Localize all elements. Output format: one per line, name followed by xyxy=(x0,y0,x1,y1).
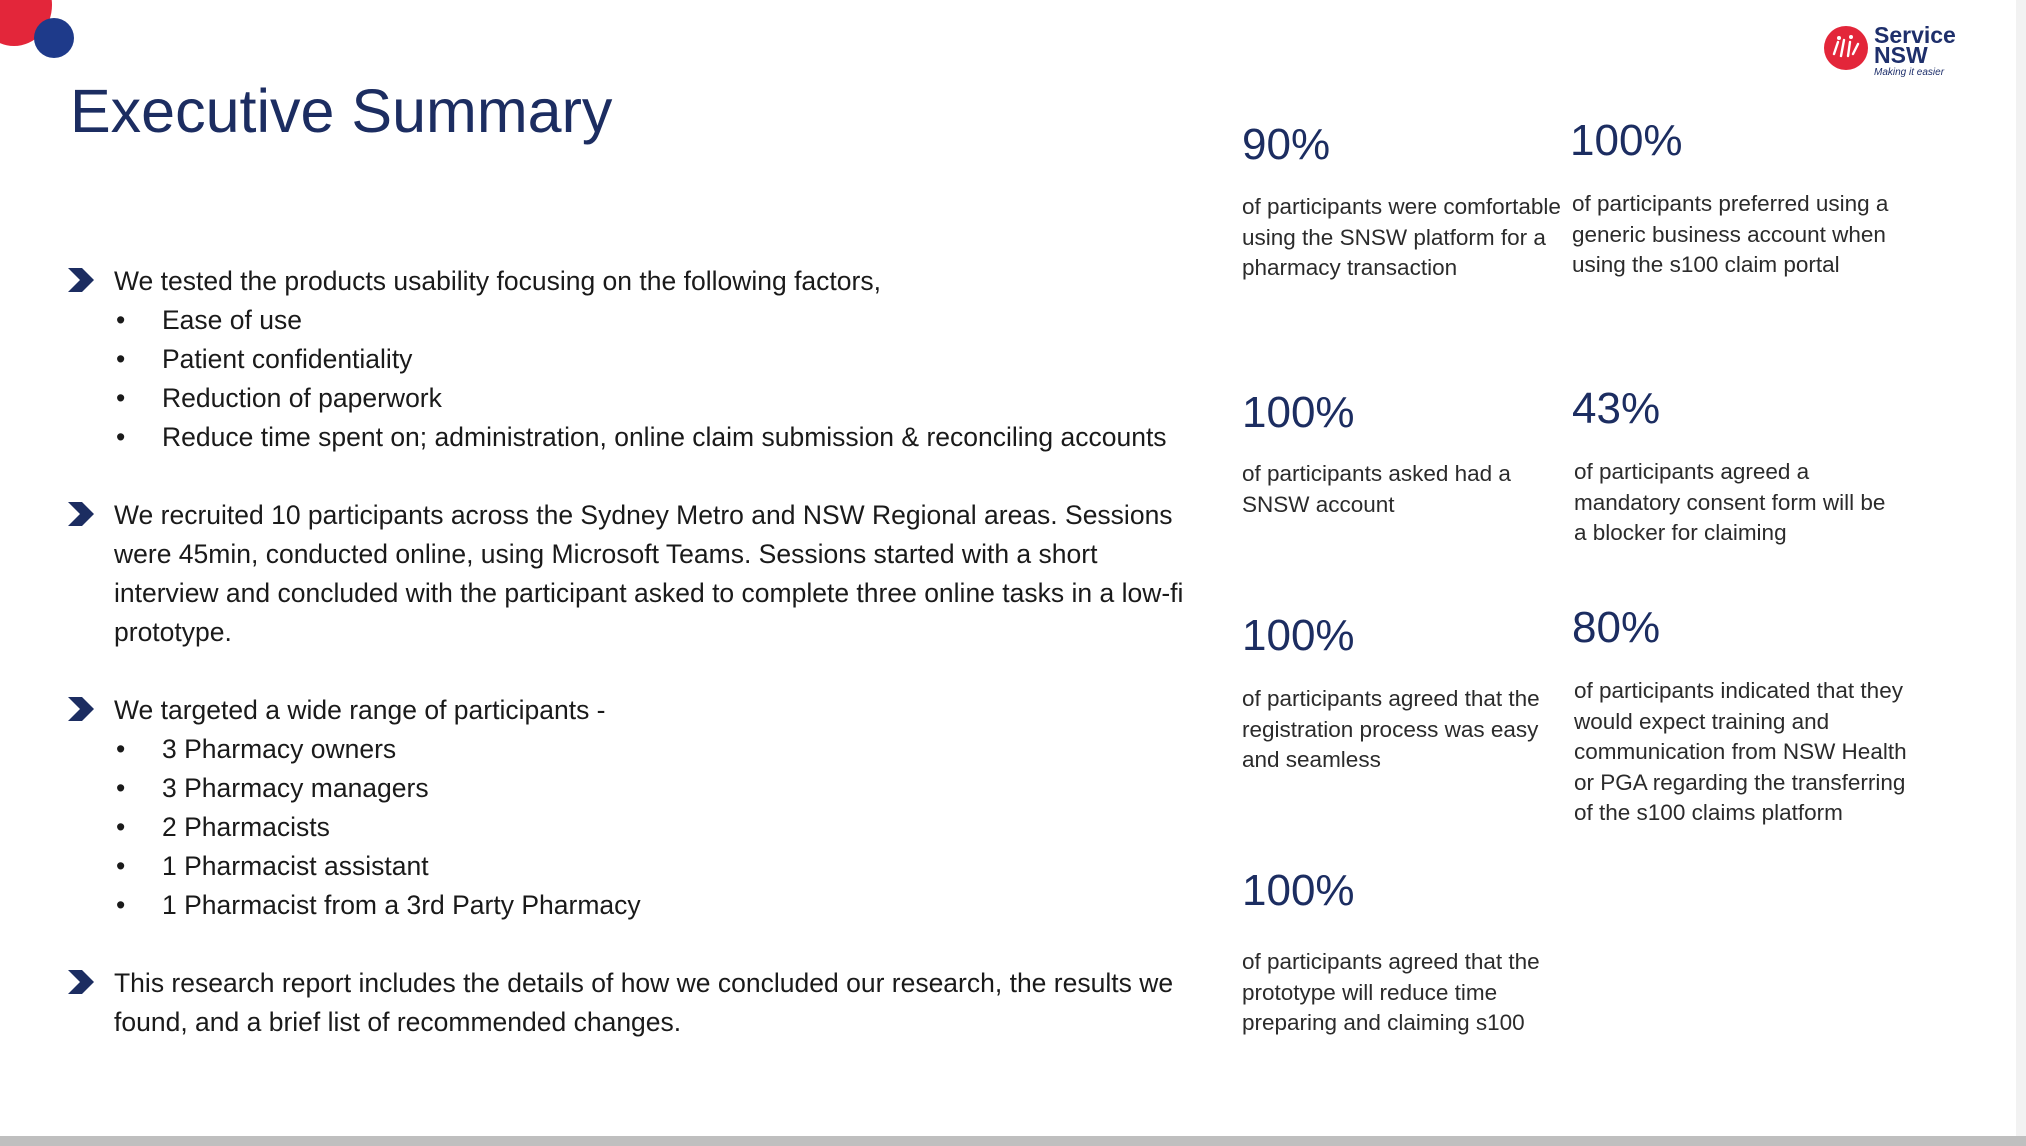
stat-value: 100% xyxy=(1570,116,1683,165)
list-item: • Reduction of paperwork xyxy=(114,379,1196,418)
chevron-right-icon xyxy=(66,501,96,527)
section-text: We targeted a wide range of participants - xyxy=(114,695,606,725)
chevron-right-icon xyxy=(66,696,96,722)
decorative-blue-circle xyxy=(34,18,74,58)
list-item: • Patient confidentiality xyxy=(114,340,1196,379)
summary-list xyxy=(66,262,1196,1042)
stat-value: 100% xyxy=(1242,611,1355,660)
list-item: • 1 Pharmacist assistant xyxy=(114,847,1196,886)
service-nsw-logo-icon xyxy=(1822,24,1870,72)
chevron-right-icon xyxy=(66,969,96,995)
logo-text-service: Service xyxy=(1874,22,1956,48)
bullet-list xyxy=(114,730,1196,925)
summary-section-recruitment xyxy=(66,496,1196,652)
stat-description: of participants indicated that they would expect training and communication from NSW Health or PGA regarding the transferring of the s100 claims platform xyxy=(1574,678,1907,825)
stat-description: of participants agreed that the registration process was easy and seamless xyxy=(1242,686,1540,772)
bullet-list xyxy=(114,301,1196,457)
stat-description: of participants asked had a SNSW account xyxy=(1242,461,1511,517)
summary-section-report xyxy=(66,964,1196,1042)
list-item: • Reduce time spent on; administration, online claim submission & reconciling accounts xyxy=(114,418,1196,457)
stat-value: 90% xyxy=(1242,120,1331,169)
stat-value: 80% xyxy=(1572,603,1661,652)
logo-tagline: Making it easier xyxy=(1874,67,1945,78)
summary-section-usability xyxy=(66,262,1196,457)
stat-description: of participants agreed that the prototype will reduce time preparing and claiming s100 xyxy=(1242,949,1540,1035)
stat-value: 100% xyxy=(1242,866,1355,915)
slide-edge xyxy=(2016,0,2026,1136)
slide-title: Executive Summary xyxy=(70,77,613,145)
stat-description: of participants were comfortable using the SNSW platform for a pharmacy transaction xyxy=(1242,194,1561,280)
bottom-bar xyxy=(0,1136,2026,1146)
logo-text-nsw: NSW xyxy=(1874,42,1928,68)
section-text: This research report includes the details of how we concluded our research, the results we found, and a brief list of recommended changes. xyxy=(114,968,1174,1037)
stat-value: 43% xyxy=(1572,384,1661,433)
section-text: We tested the products usability focusing on the following factors, xyxy=(114,266,881,296)
chevron-right-icon xyxy=(66,267,96,293)
list-item: • 3 Pharmacy owners xyxy=(114,730,1196,769)
list-item: • 2 Pharmacists xyxy=(114,808,1196,847)
list-item: • Ease of use xyxy=(114,301,1196,340)
section-text: We recruited 10 participants across the Sydney Metro and NSW Regional areas. Sessions were 45min, conducted online, using Microsoft Teams. Sessions started with a short interview and concluded with the participant asked to complete three online tasks in a low-fi prototype. xyxy=(114,500,1184,647)
service-nsw-logo xyxy=(1818,20,1958,82)
summary-section-participants xyxy=(66,691,1196,925)
stat-description: of participants preferred using a generic business account when using the s100 claim portal xyxy=(1572,191,1889,277)
stat-value: 100% xyxy=(1242,388,1355,437)
list-item: • 3 Pharmacy managers xyxy=(114,769,1196,808)
list-item: • 1 Pharmacist from a 3rd Party Pharmacy xyxy=(114,886,1196,925)
stat-description: of participants agreed a mandatory consent form will be a blocker for claiming xyxy=(1574,459,1886,545)
